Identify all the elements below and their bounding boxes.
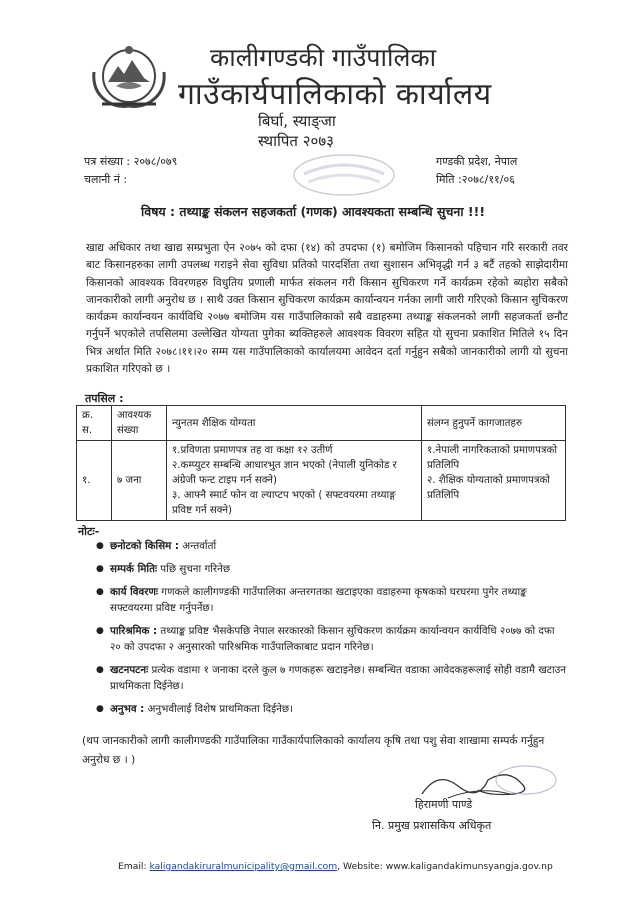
qualification-2: २.कम्प्युटर सम्बन्धि आधारभुत ज्ञान भएको (नेपाली युनिकोड र अंग्रेजी फन्ट टाइप गर्न सक्ने) — [172, 460, 397, 486]
email-label: Email: — [118, 861, 147, 872]
qualification-1: १.प्रविणता प्रमाणपत्र तह वा कक्षा १२ उतीर्ण — [172, 445, 333, 456]
cell-sn: १. — [77, 441, 112, 521]
note-label: कार्य विवरणः — [110, 586, 158, 598]
closing-remark: (थप जानकारीको लागी कालीगण्डकी गाउँपालिका गाउँकार्यपालिकाको कार्यालय कृषि तथा पशु सेवा शाखामा सम्पर्क गर्नुहुन अनुरोध छ । ) — [82, 735, 545, 766]
signatory-title: नि. प्रमुख प्रशासकिय अधिकृत — [372, 819, 492, 832]
note-text: पछि सुचना गरिनेछ — [157, 563, 231, 575]
cell-qualification — [167, 441, 422, 521]
list-item — [96, 701, 566, 717]
footer-contact — [118, 861, 553, 872]
website-link[interactable]: www.kaligandakimunsyangja.gov.np — [385, 861, 553, 872]
document-1: १.नेपाली नागरिकताको प्रमाणपत्रको प्रतिलिपि — [427, 445, 557, 471]
established-year: स्थापित २०७३ — [258, 132, 334, 150]
note-text: अनुभवीलाई विशेष प्राथमिकता दिईनेछ। — [144, 703, 294, 715]
list-item — [96, 538, 566, 554]
table-header-row — [77, 406, 566, 441]
note-text: प्रत्येक वडामा १ जनाका दरले कुल ७ गणकहरू खटाइनेछ। सम्बन्धित वडाका आवेदकहरूलाई सोही वडामै खटाउन प्राथमिकता दिईनेछ। — [110, 664, 566, 692]
note-label: सम्पर्क मितिः — [110, 563, 158, 575]
website-label: , Website: — [337, 861, 383, 872]
letter-meta-right — [436, 153, 517, 189]
list-item — [96, 662, 566, 694]
table-row — [77, 441, 566, 521]
letter-meta-left — [84, 153, 177, 189]
letter-date: मिति :२०७८/११/०६ — [436, 173, 515, 186]
details-heading: तपसिल : — [85, 392, 124, 405]
list-item — [96, 584, 566, 616]
office-address: बिर्घा, स्याङ्जा — [258, 112, 336, 130]
office-name: गाउँकार्यपालिकाको कार्यालय — [178, 77, 492, 112]
municipality-name: कालीगण्डकी गाउँपालिका — [210, 43, 437, 72]
requirements-table — [76, 405, 566, 521]
province: गण्डकी प्रदेश, नेपाल — [436, 155, 518, 168]
note-label: छनोटको किसिम : — [110, 540, 180, 552]
document-2: २. शैक्षिक योग्यताको प्रमाणपत्रको प्रतिलिपि — [427, 475, 550, 501]
email-link[interactable]: kaligandakiruralmunicipality@gmail.com — [149, 861, 338, 872]
note-label: पारिश्रमिक : — [110, 625, 158, 637]
qualification-3: ३. आफ्नै स्मार्ट फोन वा ल्याप्टप भएको ( सफ्टवयरमा तथ्याङ्ग प्रविष्ट गर्न सक्ने) — [172, 490, 396, 516]
list-item — [96, 561, 566, 577]
note-text: तथ्याङ्क प्रविष्ट भैसकेपछि नेपाल सरकारको किसान सुचिकरण कार्यक्रम कार्यान्वयन कार्यविधि २०७७ को दफा २० को उपदफा २ अनुसारको पारिश्रमिक गाउँपालिकाबाट प्रदान गरिनेछ। — [110, 625, 555, 653]
col-header-count: आवश्यक संख्या — [112, 406, 167, 441]
note-text: अन्तर्वार्ता — [179, 540, 217, 552]
list-item — [96, 623, 566, 655]
letter-number: पत्र संख्या : २०७८/०७९ — [84, 155, 178, 168]
dispatch-number: चलानी नं : — [84, 173, 128, 186]
note-heading: नोटः- — [78, 525, 100, 538]
signatory-name: हिरामणी पाण्डे — [415, 798, 473, 811]
note-label: खटनपटनः — [110, 664, 149, 676]
office-stamp — [290, 152, 398, 198]
col-header-documents: संलग्न हुनुपर्ने कागजातहरु — [422, 406, 566, 441]
cell-count: ७ जना — [112, 441, 167, 521]
notice-body: खाद्य अधिकार तथा खाद्य सम्प्रभुता ऐन २०७५ को दफा (१४) को उपदफा (१) बमोजिम किसानको पहिचान गरि सरकारी तवर बाट किसानहरुका लागी उपलब्ध गराइने सेवा सुविधा प्रतिको पारदर्शिता तथा सुशासन अभिवृद्धी गर्न ३ बर्टै तहको साझेदारीमा किसानको आवश्यक विवरणहरु विधुतिय प्रणाली मार्फत संकलन गरी किसान सुचिकरण गर्ने कार्यक्रम रहेको ब्यहोरा सबैको जानकारीको लागी अनुरोध छ । साथै उक्त किसान सुचिकरण कार्यक्रम कार्यान्वयन गर्नका लागी जारी गरिएको किसान सुचिकरण कार्यक्रम कार्यान्वयन कार्यविधि २०७७ बमोजिम यस गाउँपालिकाको सबै वडाहरुमा तथ्याङ्क संकलनको लागी सहजकर्ता छनौट गर्नुपर्ने भएकोले तपसिलमा उल्लेखित योग्यता पुगेका ब्यक्तिहरुले आवश्यक विवरण सहित यो सुचना प्रकाशित मितिले १५ दिन भित्र अर्थात मिति २०७८।११।२० सम्म यस गाउँपालिकाको कार्यालयमा आवेदन दर्ता गर्नुहुन सबैको जानकारीको लागी यो सुचना प्रकाशित गरिएको छ । — [86, 242, 568, 376]
cell-documents — [422, 441, 566, 521]
col-header-qualification: न्युनतम शैक्षिक योग्यता — [167, 406, 422, 441]
notes-list — [96, 538, 566, 724]
note-label: अनुभव : — [110, 703, 145, 715]
nepal-emblem-logo — [88, 42, 170, 114]
note-text: गणकले कालीगण्डकी गाउँपालिका अन्तरगतका खटाइएका वडाहरुमा कृषकको घरघरमा पुगेर तथ्याङ्क सफ्टवयरमा प्रविष्ट गर्नुपर्नेछ। — [110, 586, 527, 614]
notice-subject: विषय : तथ्याङ्क संकलन सहजकर्ता (गणक) आवश्यकता सम्बन्धि सुचना !!! — [141, 204, 486, 219]
col-header-sn: क्र. स. — [77, 406, 112, 441]
